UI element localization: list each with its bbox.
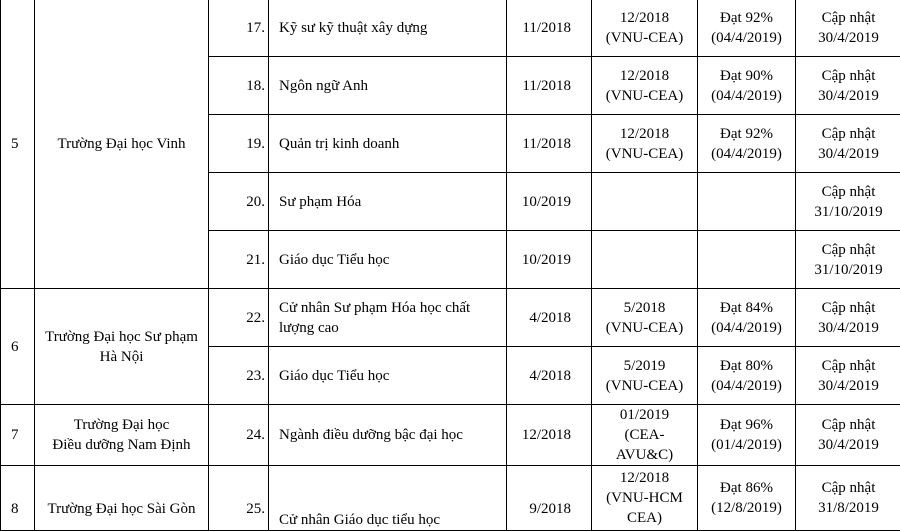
update-cell: Cập nhật 30/4/2019 xyxy=(796,0,900,57)
program-number: 21. xyxy=(209,231,269,289)
self-assessment-date: 10/2019 xyxy=(507,173,592,231)
program-name: Kỹ sư kỹ thuật xây dựng xyxy=(269,0,507,57)
result-cell xyxy=(698,231,796,289)
update-cell: Cập nhật 30/4/2019 xyxy=(796,405,900,466)
table-row xyxy=(1,0,900,57)
group-number: 7 xyxy=(1,405,35,466)
table-row xyxy=(1,405,900,466)
result-cell: Đạt 92% (04/4/2019) xyxy=(698,0,796,57)
program-number: 18. xyxy=(209,57,269,115)
self-assessment-date: 11/2018 xyxy=(507,57,592,115)
program-number: 22. xyxy=(209,289,269,347)
program-name: Cử nhân Sư phạm Hóa học chất lượng cao xyxy=(269,289,507,347)
update-cell: Cập nhật 30/4/2019 xyxy=(796,289,900,347)
result-cell: Đạt 80% (04/4/2019) xyxy=(698,347,796,405)
program-number: 19. xyxy=(209,115,269,173)
evaluation-cell xyxy=(592,173,698,231)
evaluation-cell xyxy=(592,231,698,289)
result-cell: Đạt 84% (04/4/2019) xyxy=(698,289,796,347)
school-name: Trường Đại học Vinh xyxy=(35,0,209,289)
program-number: 24. xyxy=(209,405,269,466)
program-name: Ngôn ngữ Anh xyxy=(269,57,507,115)
update-cell: Cập nhật 30/4/2019 xyxy=(796,115,900,173)
school-name: Trường Đại học Điều dưỡng Nam Định xyxy=(35,405,209,466)
evaluation-cell: 12/2018 (VNU-CEA) xyxy=(592,115,698,173)
self-assessment-date: 12/2018 xyxy=(507,405,592,466)
school-name: Trường Đại học Sài Gòn xyxy=(35,466,209,531)
self-assessment-date: 4/2018 xyxy=(507,289,592,347)
self-assessment-date: 10/2019 xyxy=(507,231,592,289)
table-row xyxy=(1,289,900,347)
self-assessment-date: 4/2018 xyxy=(507,347,592,405)
program-number: 25. xyxy=(209,466,269,531)
group-number: 6 xyxy=(1,289,35,405)
update-cell: Cập nhật 30/4/2019 xyxy=(796,347,900,405)
program-name: Sư phạm Hóa xyxy=(269,173,507,231)
result-cell: Đạt 90% (04/4/2019) xyxy=(698,57,796,115)
update-cell: Cập nhật 31/10/2019 xyxy=(796,173,900,231)
evaluation-cell: 12/2018 (VNU-CEA) xyxy=(592,0,698,57)
program-name: Quản trị kinh doanh xyxy=(269,115,507,173)
program-name: Ngành điều dưỡng bậc đại học xyxy=(269,405,507,466)
result-cell: Đạt 92% (04/4/2019) xyxy=(698,115,796,173)
result-cell: Đạt 86% (12/8/2019) xyxy=(698,466,796,531)
evaluation-cell: 5/2019 (VNU-CEA) xyxy=(592,347,698,405)
update-cell: Cập nhật 30/4/2019 xyxy=(796,57,900,115)
update-cell: Cập nhật 31/8/2019 xyxy=(796,466,900,531)
program-number: 20. xyxy=(209,173,269,231)
evaluation-cell: 01/2019 (CEA- AVU&C) xyxy=(592,405,698,466)
program-name: Cử nhân Giáo dục tiểu học xyxy=(269,466,507,531)
result-cell xyxy=(698,173,796,231)
group-number: 8 xyxy=(1,466,35,531)
program-number: 23. xyxy=(209,347,269,405)
program-name: Giáo dục Tiểu học xyxy=(269,347,507,405)
program-number: 17. xyxy=(209,0,269,57)
evaluation-cell: 12/2018 (VNU-HCM CEA) xyxy=(592,466,698,531)
update-cell: Cập nhật 31/10/2019 xyxy=(796,231,900,289)
self-assessment-date: 11/2018 xyxy=(507,0,592,57)
program-name: Giáo dục Tiểu học xyxy=(269,231,507,289)
self-assessment-date: 11/2018 xyxy=(507,115,592,173)
group-number: 5 xyxy=(1,0,35,289)
school-name: Trường Đại học Sư phạm Hà Nội xyxy=(35,289,209,405)
table-row xyxy=(1,466,900,531)
evaluation-cell: 5/2018 (VNU-CEA) xyxy=(592,289,698,347)
self-assessment-date: 9/2018 xyxy=(507,466,592,531)
evaluation-cell: 12/2018 (VNU-CEA) xyxy=(592,57,698,115)
result-cell: Đạt 96% (01/4/2019) xyxy=(698,405,796,466)
